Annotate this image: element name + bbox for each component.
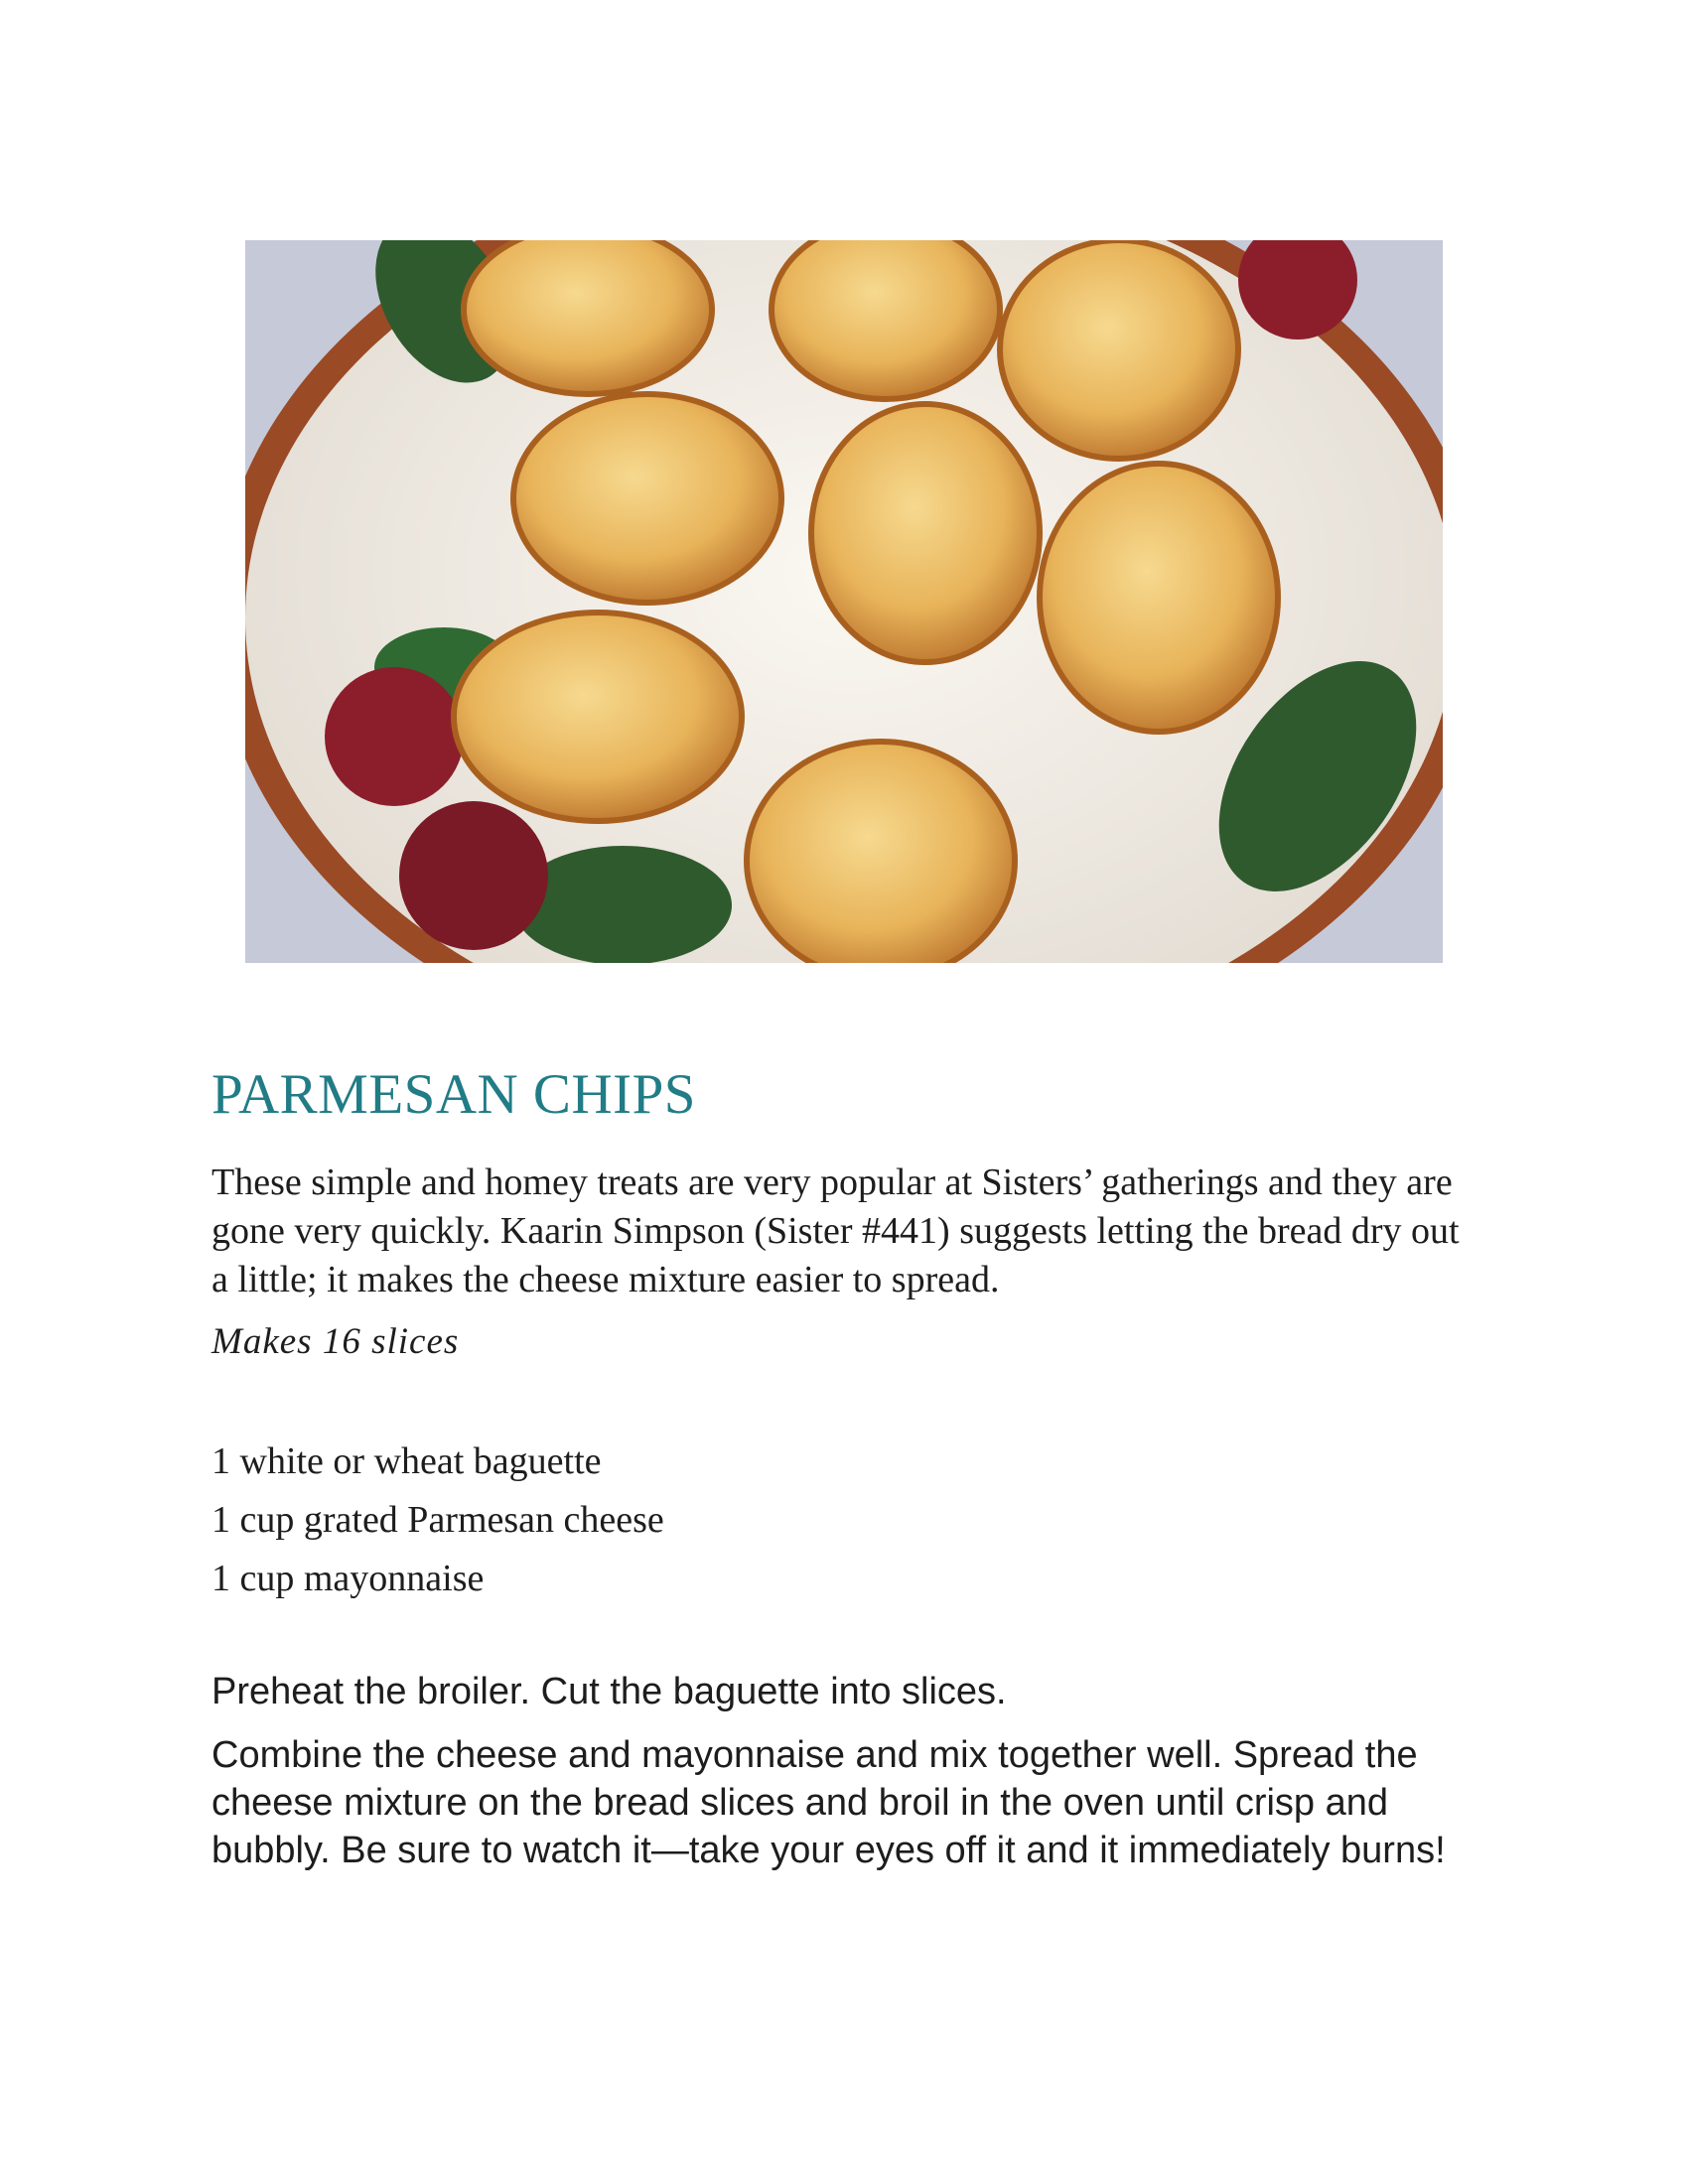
ingredient-item: 1 white or wheat baguette [211,1440,602,1482]
recipe-yield: Makes 16 slices [211,1321,460,1362]
recipe-photo [245,240,1443,963]
recipe-content [211,1062,1463,1890]
instruction-step: Combine the cheese and mayonnaise and mix together well. Spread the cheese mixture on the bread slices and broil in the oven until crisp and bubbly. Be sure to watch it—take your eyes off it and it immediately burns! [211,1734,1446,1871]
recipe-title: PARMESAN CHIPS [211,1063,696,1126]
recipe-intro: These simple and homey treats are very popular at Sisters’ gatherings and they are gone very quickly. Kaarin Simpson (Sister #441) suggests letting the bread dry out a little; it makes the cheese mixture easier to spread. [211,1161,1460,1300]
ingredient-item: 1 cup grated Parmesan cheese [211,1499,664,1541]
instruction-step: Preheat the broiler. Cut the baguette into slices. [211,1671,1007,1712]
ingredient-item: 1 cup mayonnaise [211,1558,485,1599]
parmesan-chips-photo-icon [245,240,1443,963]
ingredient-list [211,1433,1463,1608]
